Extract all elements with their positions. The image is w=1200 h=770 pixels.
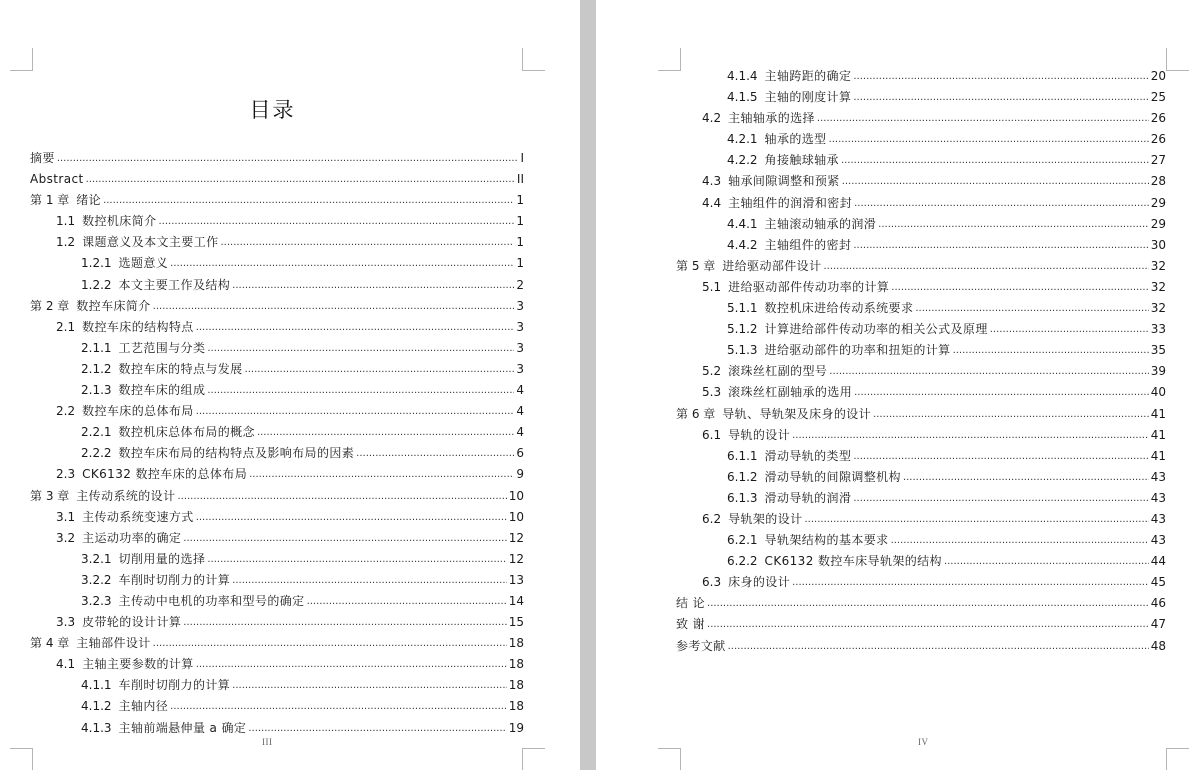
toc-entry-page: 33 <box>1150 322 1166 337</box>
toc-entry[interactable] <box>30 486 524 507</box>
toc-leader-dots <box>853 87 1148 108</box>
toc-entry-page: 27 <box>1150 153 1166 168</box>
toc-entry[interactable] <box>676 593 1166 614</box>
toc-leader-dots <box>249 464 514 485</box>
toc-entry-number: 第 4 章 <box>30 636 70 651</box>
toc-leader-dots <box>245 359 515 380</box>
toc-leader-dots <box>153 296 515 317</box>
toc-entry[interactable] <box>676 150 1166 171</box>
toc-entry[interactable] <box>30 380 524 401</box>
toc-entry-page: 3 <box>516 361 524 376</box>
toc-entry-page: 41 <box>1150 448 1166 463</box>
toc-entry[interactable] <box>30 633 524 654</box>
toc-entry-page: 3 <box>516 298 524 313</box>
toc-entry-title: 工艺范围与分类 <box>118 340 206 355</box>
toc-entry-page: 29 <box>1150 195 1166 210</box>
toc-leader-dots <box>823 256 1148 277</box>
toc-entry[interactable] <box>30 232 524 253</box>
toc-entry-page: 43 <box>1150 469 1166 484</box>
toc-entry[interactable] <box>676 277 1166 298</box>
toc-leader-dots <box>853 488 1148 509</box>
toc-leader-dots <box>903 467 1149 488</box>
toc-entry-number: 4.2.1 <box>727 132 758 147</box>
toc-entry-page: 12 <box>508 551 524 566</box>
toc-leader-dots <box>196 401 515 422</box>
toc-leader-dots <box>232 675 507 696</box>
toc-leader-dots <box>829 129 1149 150</box>
toc-entry-number: 第 2 章 <box>30 298 70 313</box>
toc-leader-dots <box>854 193 1149 214</box>
toc-entry-number: 5.1 <box>702 279 722 294</box>
page-number-left: III <box>262 737 273 747</box>
toc-entry-title: 主传动系统的设计 <box>76 488 176 503</box>
toc-entry[interactable] <box>676 256 1166 277</box>
toc-entry[interactable] <box>30 549 524 570</box>
toc-entry-title: 参考文献 <box>676 638 726 653</box>
crop-mark-top-right <box>522 48 545 71</box>
crop-mark-bottom-right <box>522 748 545 770</box>
toc-leader-dots <box>817 108 1149 129</box>
toc-entry-page: 10 <box>508 488 524 503</box>
toc-entry-title: 主轴主要参数的计算 <box>82 657 194 672</box>
toc-entry-page: 47 <box>1150 617 1166 632</box>
toc-entry[interactable] <box>30 253 524 274</box>
toc-entry-title: 主轴跨距的确定 <box>764 69 852 83</box>
toc-entry-title: 导轨架结构的基本要求 <box>764 533 889 548</box>
toc-entry-title: 滑动导轨的间隙调整机构 <box>764 469 901 484</box>
toc-entry-title: 床身的设计 <box>728 575 791 590</box>
toc-entry[interactable] <box>30 591 524 612</box>
toc-entry[interactable] <box>30 570 524 591</box>
toc-entry[interactable] <box>676 66 1166 87</box>
toc-entry-number: 4.4 <box>702 195 722 210</box>
toc-leader-dots <box>891 277 1148 298</box>
toc-entry-title: 导轨、导轨架及床身的设计 <box>722 406 872 421</box>
toc-leader-dots <box>177 486 506 507</box>
toc-entry-title: 进给驱动部件传动功率的计算 <box>728 279 890 294</box>
toc-leader-dots <box>232 570 507 591</box>
toc-entry-page: 3 <box>516 340 524 355</box>
toc-entry-page: 43 <box>1150 533 1166 548</box>
toc-entry-number: 第 6 章 <box>676 406 716 421</box>
toc-entry[interactable] <box>30 696 524 717</box>
toc-entry-title: 主传动中电机的功率和型号的确定 <box>118 593 305 608</box>
toc-entry-page: 43 <box>1150 490 1166 505</box>
toc-entry-title: 数控车床的组成 <box>118 383 206 398</box>
toc-entry-title: 车削时切削力的计算 <box>118 572 231 587</box>
toc-entry-title: 滚珠丝杠副的型号 <box>728 364 828 379</box>
toc-entry-number: 2.1.3 <box>81 383 112 398</box>
toc-entry-page: 32 <box>1150 301 1166 316</box>
toc-entry-number: 5.3 <box>702 385 722 400</box>
toc-entry-title: 角接触球轴承 <box>764 153 839 168</box>
toc-entry[interactable] <box>30 190 524 211</box>
toc-entry-number: 3.3 <box>56 615 76 630</box>
toc-entry-page: 1 <box>516 256 524 271</box>
toc-entry-title: 致 谢 <box>676 617 706 632</box>
toc-entry[interactable] <box>676 298 1166 319</box>
toc-entry-number: 1.2.1 <box>81 256 112 271</box>
toc-entry-title: 滑动导轨的润滑 <box>764 490 852 505</box>
toc-leader-dots <box>854 382 1149 403</box>
toc-leader-dots <box>257 422 514 443</box>
toc-leader-dots <box>183 612 506 633</box>
toc-entry-number: 第 1 章 <box>30 193 70 208</box>
toc-entry-title: 摘要 <box>30 151 55 165</box>
toc-entry-number: 4.1.3 <box>81 720 112 735</box>
crop-mark-top-right <box>1166 48 1189 71</box>
toc-entry-number: 4.2 <box>702 111 722 126</box>
toc-entry[interactable] <box>676 319 1166 340</box>
toc-entry-page: 43 <box>1150 511 1166 526</box>
toc-entry-page: 41 <box>1150 427 1166 442</box>
toc-entry[interactable] <box>30 338 524 359</box>
toc-entry-number: 5.2 <box>702 364 722 379</box>
toc-leader-dots <box>196 654 507 675</box>
toc-entry[interactable] <box>30 464 524 485</box>
toc-entry-title: 数控车床布局的结构特点及影响布局的因素 <box>118 446 355 461</box>
toc-leader-dots <box>707 593 1149 614</box>
toc-entry-page: I <box>520 151 524 165</box>
toc-leader-dots <box>728 636 1149 657</box>
toc-leader-dots <box>196 507 507 528</box>
toc-entry[interactable] <box>30 401 524 422</box>
toc-entry[interactable] <box>676 530 1166 551</box>
toc-entry-number: 2.1 <box>56 319 76 334</box>
toc-entry-number: 4.1.1 <box>81 678 112 693</box>
toc-entry-title: 主轴组件的润滑和密封 <box>728 195 853 210</box>
toc-entry-number: 2.3 <box>56 467 76 482</box>
toc-entry-title: 绪论 <box>76 193 102 208</box>
toc-entry[interactable] <box>30 443 524 464</box>
toc-entry-number: 6.1 <box>702 427 722 442</box>
toc-entry-number: 6.1.2 <box>727 469 758 484</box>
toc-entry-title: 导轨的设计 <box>728 427 791 442</box>
toc-leader-dots <box>853 235 1148 256</box>
toc-leader-dots <box>207 338 514 359</box>
toc-entry-title: 数控机床进给传动系统要求 <box>764 301 914 316</box>
toc-entry-number: 3.2.1 <box>81 551 112 566</box>
toc-entry-title: 滑动导轨的类型 <box>764 448 852 463</box>
toc-entry-number: 2.2.1 <box>81 425 112 440</box>
toc-leader-dots <box>990 319 1149 340</box>
toc-entry-title: 主轴内径 <box>118 699 169 714</box>
toc-entry-title: 进给驱动部件设计 <box>722 258 822 273</box>
toc-entry-page: 4 <box>516 404 524 419</box>
toc-entry-page: 13 <box>508 572 524 587</box>
toc-leader-dots <box>170 696 507 717</box>
toc-entry-title: 数控机床总体布局的概念 <box>118 425 255 440</box>
toc-entry[interactable] <box>30 654 524 675</box>
toc-list-right <box>676 66 1166 657</box>
toc-entry-page: 6 <box>516 446 524 461</box>
toc-entry-page: 18 <box>508 678 524 693</box>
toc-leader-dots <box>841 150 1149 171</box>
toc-entry-page: 1 <box>516 214 524 229</box>
toc-entry-number: 4.2.2 <box>727 153 758 168</box>
toc-entry-title: 主传动系统变速方式 <box>82 509 194 524</box>
toc-entry-title: 滚珠丝杠副轴承的选用 <box>728 385 853 400</box>
toc-entry-number: 2.1.2 <box>81 361 112 376</box>
toc-leader-dots <box>232 275 514 296</box>
toc-entry-title: 选题意义 <box>118 256 169 271</box>
toc-entry-title: 轴承间隙调整和预紧 <box>728 174 840 189</box>
toc-entry-number: 4.1.4 <box>727 69 758 83</box>
toc-leader-dots <box>183 528 506 549</box>
toc-entry[interactable] <box>676 572 1166 593</box>
toc-entry-page: 28 <box>1150 174 1166 189</box>
toc-entry[interactable] <box>676 235 1166 256</box>
toc-leader-dots <box>248 718 506 739</box>
toc-entry-page: 19 <box>508 720 524 735</box>
toc-entry-number: 5.1.1 <box>727 301 758 316</box>
toc-leader-dots <box>356 443 514 464</box>
toc-entry[interactable] <box>676 214 1166 235</box>
toc-entry[interactable] <box>30 422 524 443</box>
document-page-right <box>596 0 1200 770</box>
toc-entry-number: 第 3 章 <box>30 488 70 503</box>
toc-entry[interactable] <box>676 488 1166 509</box>
toc-entry-number: 2.1.1 <box>81 340 112 355</box>
toc-entry-title: CK6132 数控车床导轨架的结构 <box>764 554 942 569</box>
toc-entry-page: 46 <box>1150 596 1166 611</box>
toc-leader-dots <box>878 214 1149 235</box>
toc-leader-dots <box>805 509 1149 530</box>
toc-entry[interactable] <box>676 404 1166 425</box>
toc-leader-dots <box>86 169 515 190</box>
toc-entry-number: 6.1.1 <box>727 448 758 463</box>
toc-entry-number: 4.4.1 <box>727 216 758 231</box>
toc-leader-dots <box>944 551 1149 572</box>
toc-entry-page: 4 <box>516 425 524 440</box>
page-number-right: IV <box>918 737 929 747</box>
toc-entry[interactable] <box>676 614 1166 635</box>
toc-entry[interactable] <box>676 382 1166 403</box>
toc-entry-page: 26 <box>1150 132 1166 147</box>
toc-entry[interactable] <box>676 467 1166 488</box>
toc-entry-title: 主轴前端悬伸量 a 确定 <box>118 720 247 735</box>
toc-entry-title: 数控车床的特点与发展 <box>118 361 243 376</box>
toc-entry-title: 课题意义及本文主要工作 <box>82 235 219 250</box>
toc-entry[interactable] <box>30 169 524 190</box>
toc-leader-dots <box>221 232 515 253</box>
toc-entry-page: 1 <box>516 235 524 250</box>
toc-leader-dots <box>792 425 1149 446</box>
toc-entry-number: 6.2.2 <box>727 554 758 569</box>
toc-entry-number: 3.2.2 <box>81 572 112 587</box>
toc-entry-title: 主轴滚动轴承的润滑 <box>764 216 877 231</box>
toc-leader-dots <box>159 211 515 232</box>
toc-leader-dots <box>103 190 514 211</box>
toc-leader-dots <box>307 591 507 612</box>
toc-entry[interactable] <box>30 528 524 549</box>
toc-leader-dots <box>915 298 1148 319</box>
toc-entry-number: 3.1 <box>56 509 76 524</box>
toc-leader-dots <box>707 614 1149 635</box>
toc-entry-number: 6.2 <box>702 511 722 526</box>
toc-entry-page: 25 <box>1150 90 1166 105</box>
toc-entry-page: 18 <box>508 699 524 714</box>
toc-entry[interactable] <box>676 171 1166 192</box>
crop-mark-top-left <box>10 48 33 71</box>
toc-entry[interactable] <box>30 359 524 380</box>
toc-entry[interactable] <box>676 340 1166 361</box>
toc-leader-dots <box>891 530 1149 551</box>
toc-entry-page: 39 <box>1150 364 1166 379</box>
page-gutter <box>580 0 596 770</box>
toc-entry-page: 40 <box>1150 385 1166 400</box>
toc-entry-title: 主运动功率的确定 <box>82 530 182 545</box>
toc-entry-number: 5.1.3 <box>727 343 758 358</box>
toc-entry-page: 41 <box>1150 406 1166 421</box>
toc-entry[interactable] <box>30 612 524 633</box>
toc-entry-number: 1.1 <box>56 214 76 229</box>
toc-entry[interactable] <box>676 551 1166 572</box>
toc-entry-number: 5.1.2 <box>727 322 758 337</box>
toc-leader-dots <box>792 572 1149 593</box>
toc-leader-dots <box>57 148 519 169</box>
toc-entry-number: 6.1.3 <box>727 490 758 505</box>
toc-list-left <box>30 148 524 739</box>
toc-entry-number: 4.3 <box>702 174 722 189</box>
toc-entry-title: 数控车床的总体布局 <box>82 404 194 419</box>
toc-entry[interactable] <box>676 446 1166 467</box>
toc-entry-page: 35 <box>1150 343 1166 358</box>
toc-entry-title: 计算进给部件传动功率的相关公式及原理 <box>764 322 988 337</box>
toc-entry-number: 1.2.2 <box>81 277 112 292</box>
toc-leader-dots <box>207 380 514 401</box>
toc-entry-page: 18 <box>508 657 524 672</box>
toc-leader-dots <box>853 446 1148 467</box>
toc-entry[interactable] <box>30 211 524 232</box>
toc-leader-dots <box>853 66 1148 87</box>
toc-entry[interactable] <box>30 275 524 296</box>
toc-entry-number: 1.2 <box>56 235 76 250</box>
toc-entry[interactable] <box>676 509 1166 530</box>
toc-leader-dots <box>873 404 1149 425</box>
toc-entry[interactable] <box>30 507 524 528</box>
toc-entry-number: 4.1.2 <box>81 699 112 714</box>
toc-entry-number: 3.2 <box>56 530 76 545</box>
toc-leader-dots <box>829 361 1148 382</box>
toc-entry-title: 车削时切削力的计算 <box>118 678 231 693</box>
toc-entry[interactable] <box>676 425 1166 446</box>
toc-entry[interactable] <box>30 718 524 739</box>
toc-entry-title: 导轨架的设计 <box>728 511 803 526</box>
toc-entry-page: 15 <box>508 615 524 630</box>
toc-entry-page: 30 <box>1150 237 1166 252</box>
toc-entry-page: 9 <box>516 467 524 482</box>
toc-entry[interactable] <box>30 317 524 338</box>
toc-leader-dots <box>207 549 506 570</box>
toc-entry-title: 轴承的选型 <box>764 132 827 147</box>
toc-entry-title: CK6132 数控车床的总体布局 <box>82 467 248 482</box>
toc-entry-title: 主轴的刚度计算 <box>764 90 852 105</box>
toc-entry-title: 进给驱动部件的功率和扭矩的计算 <box>764 343 951 358</box>
toc-entry-page: 12 <box>508 530 524 545</box>
toc-entry-page: 44 <box>1150 554 1166 569</box>
toc-entry-title: 结 论 <box>676 596 706 611</box>
toc-entry-number: 6.3 <box>702 575 722 590</box>
toc-entry-page: 29 <box>1150 216 1166 231</box>
toc-entry[interactable] <box>30 148 524 169</box>
crop-mark-bottom-right <box>1166 748 1189 770</box>
toc-entry-page: 1 <box>516 193 524 208</box>
toc-entry-title: 数控车床的结构特点 <box>82 319 194 334</box>
toc-entry-number: 3.2.3 <box>81 593 112 608</box>
toc-entry-page: 32 <box>1150 279 1166 294</box>
toc-entry[interactable] <box>676 87 1166 108</box>
toc-entry-page: 26 <box>1150 111 1166 126</box>
toc-entry-page: 2 <box>516 277 524 292</box>
toc-entry-page: 14 <box>508 593 524 608</box>
toc-entry-page: 10 <box>508 509 524 524</box>
toc-entry-title: 本文主要工作及结构 <box>118 277 231 292</box>
crop-mark-bottom-left <box>658 748 681 770</box>
toc-entry-number: 4.1.5 <box>727 90 758 105</box>
toc-entry-title: 数控车床简介 <box>76 298 151 313</box>
toc-entry[interactable] <box>676 636 1166 657</box>
toc-leader-dots <box>153 633 507 654</box>
toc-entry-title: 主轴轴承的选择 <box>728 111 815 126</box>
toc-entry-title: 主轴组件的密封 <box>764 237 852 252</box>
toc-leader-dots <box>842 171 1149 192</box>
toc-entry-page: 20 <box>1150 69 1166 83</box>
toc-entry-number: 2.2 <box>56 404 76 419</box>
toc-entry-number: 2.2.2 <box>81 446 112 461</box>
toc-entry-page: II <box>516 172 524 187</box>
toc-entry-title: 数控机床简介 <box>82 214 157 229</box>
document-page-left <box>0 0 580 770</box>
toc-entry-page: 4 <box>516 383 524 398</box>
crop-mark-bottom-left <box>10 748 33 770</box>
toc-entry[interactable] <box>30 675 524 696</box>
toc-title: 目录 <box>249 98 296 122</box>
toc-entry-number: 6.2.1 <box>727 533 758 548</box>
toc-entry-title: 切削用量的选择 <box>118 551 206 566</box>
toc-entry-number: 4.4.2 <box>727 237 758 252</box>
toc-entry[interactable] <box>676 193 1166 214</box>
toc-entry-page: 32 <box>1150 258 1166 273</box>
toc-entry[interactable] <box>676 129 1166 150</box>
toc-entry-page: 48 <box>1150 638 1166 653</box>
toc-leader-dots <box>196 317 515 338</box>
toc-entry[interactable] <box>676 361 1166 382</box>
toc-entry-number: 第 5 章 <box>676 258 716 273</box>
toc-entry[interactable] <box>676 108 1166 129</box>
toc-entry-page: 45 <box>1150 575 1166 590</box>
toc-entry-page: 18 <box>508 636 524 651</box>
toc-entry[interactable] <box>30 296 524 317</box>
toc-entry-title: Abstract <box>30 172 84 187</box>
toc-entry-title: 皮带轮的设计计算 <box>82 615 182 630</box>
toc-leader-dots <box>953 340 1149 361</box>
toc-leader-dots <box>170 253 514 274</box>
toc-entry-page: 3 <box>516 319 524 334</box>
toc-entry-title: 主轴部件设计 <box>76 636 151 651</box>
toc-entry-number: 4.1 <box>56 657 76 672</box>
